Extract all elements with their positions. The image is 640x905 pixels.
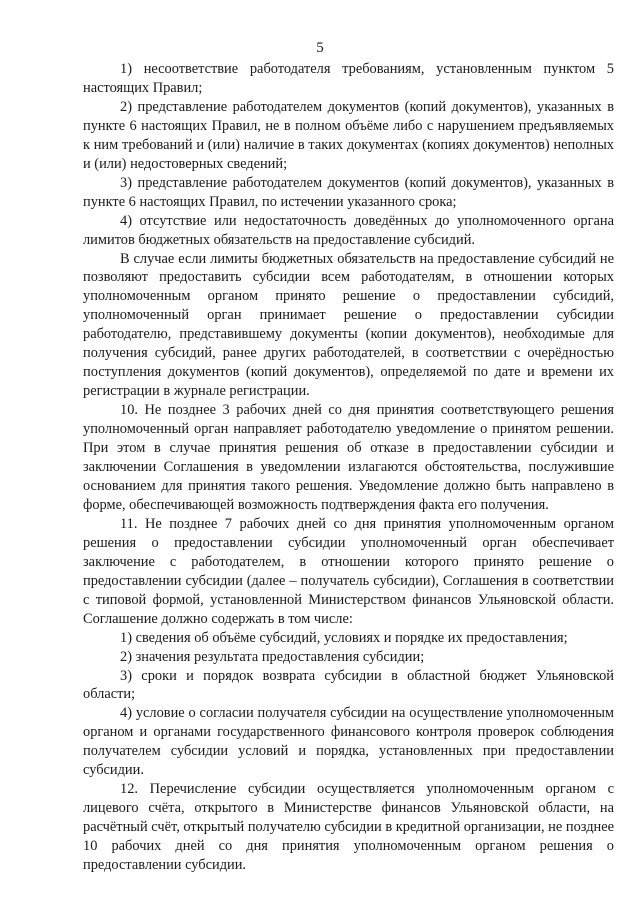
paragraph: 2) значения результата предоставления субсидии; — [120, 648, 425, 665]
document-body — [83, 60, 614, 875]
paragraph: В случае если лимиты бюджетных обязательств на предоставление субсидий не позволяют предоставить субсидии всем работодателям, в отношении которых уполномоченным органом принято решение о предоставлении субсидий, уполномоченный орган принимает решение о предоставлении субсидии работодателю, представившему документы (копии документов), необходимые для получения субсидий, ранее других работодателей, в соответствии с очерёдностью поступления документов (копий документов), определяемой по дате и времени их регистрации в журнале регистрации. — [83, 250, 614, 400]
paragraph: 11. Не позднее 7 рабочих дней со дня принятия уполномоченным органом решения о предоставлении субсидии уполномоченный орган обеспечивает заключение с работодателем, в отношении которого принято решение о предоставлении субсидии (далее – получатель субсидии), Соглашения в соответствии с типовой формой, установленной Министерством финансов Ульяновской области. Соглашение должно содержать в том числе: — [83, 515, 614, 627]
paragraph: 4) условие о согласии получателя субсидии на осуществление уполномоченным органом и органами государственного финансового контроля проверок соблюдения получателем субсидии условий и порядка, установленных при предоставлении субсидии. — [83, 705, 614, 779]
paragraph: 1) несоответствие работодателя требованиям, установленным пунктом 5 настоящих Правил; — [83, 61, 614, 96]
paragraph: 1) сведения об объёме субсидий, условиях и порядке их предоставления; — [120, 629, 568, 646]
paragraph: 10. Не позднее 3 рабочих дней со дня принятия соответствующего решения уполномоченный орган направляет работодателю уведомление о принятом решении. При этом в случае принятия решения об отказе в предоставлении субсидии и заключении Соглашения в уведомлении излагаются обстоятельства, послужившие основанием для принятия такого решения. Уведомление должно быть направлено в форме, обеспечивающей возможность подтверждения факта его получения. — [83, 402, 614, 513]
page-number: 5 — [316, 40, 324, 56]
paragraph: 12. Перечисление субсидии осуществляется уполномоченным органом с лицевого счёта, открытого в Министерстве финансов Ульяновской области, на расчётный счёт, открытый получателю субсидии в кредитной организации, не позднее 10 рабочих дней со дня принятия уполномоченным органом решения о предоставлении субсидии. — [83, 781, 614, 874]
paragraph: 2) представление работодателем документов (копий документов), указанных в пункте 6 настоящих Правил, не в полном объёме либо с нарушением предъявляемых к ним требований и (или) наличие в таких документах (копиях документов) неполных и (или) недостоверных сведений; — [83, 98, 614, 172]
paragraph: 3) сроки и порядок возврата субсидии в областной бюджет Ульяновской области; — [83, 667, 614, 703]
paragraph: 3) представление работодателем документов (копий документов), указанных в пункте 6 настоящих Правил, по истечении указанного срока; — [83, 174, 614, 210]
paragraph: 4) отсутствие или недостаточность доведённых до уполномоченного органа лимитов бюджетных обязательств на предоставление субсидий. — [83, 212, 614, 248]
